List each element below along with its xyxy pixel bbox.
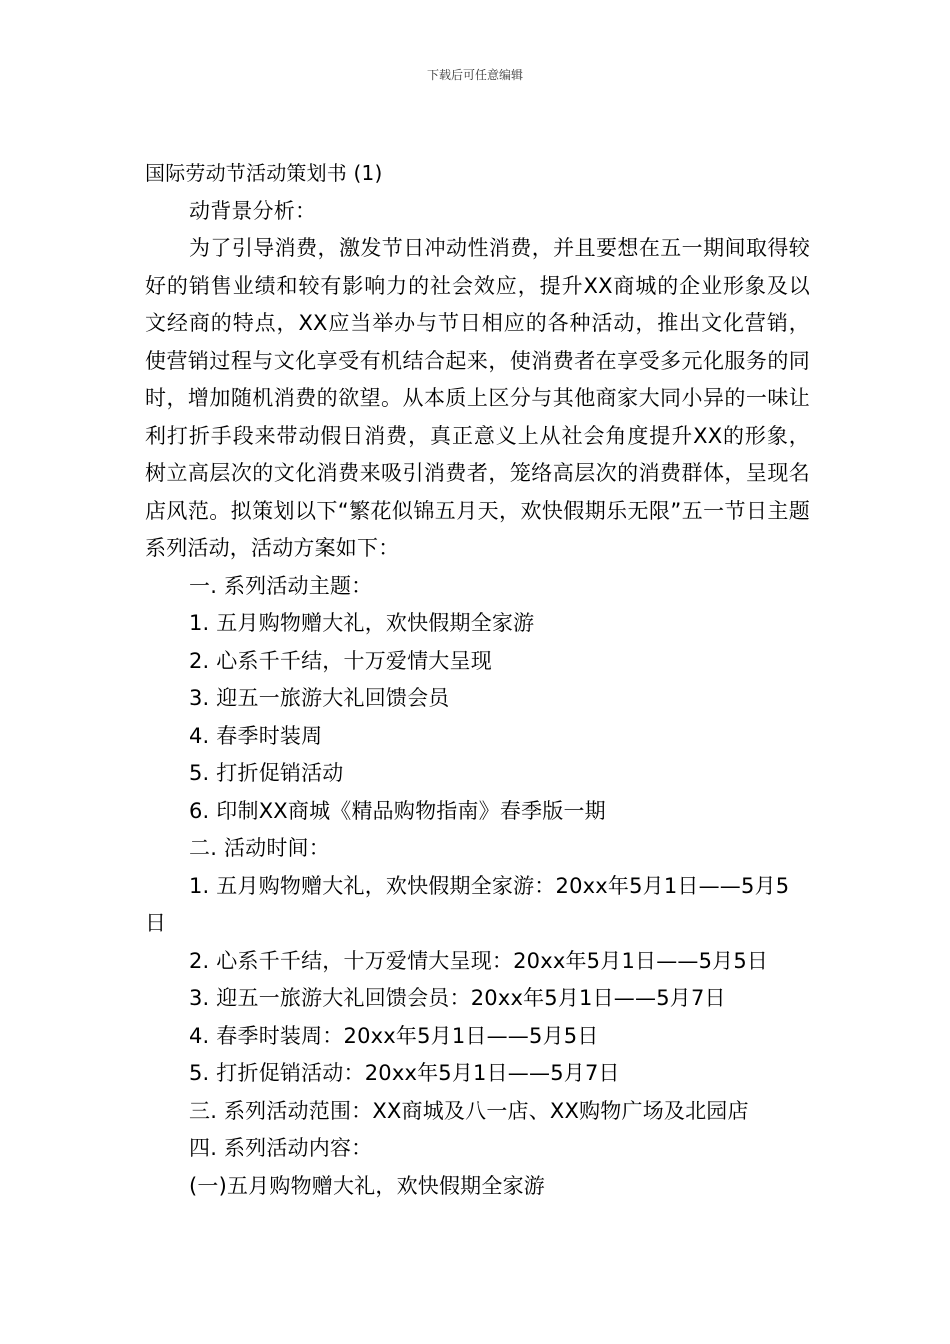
paragraph-background-text: 为了引导消费，激发节日冲动性消费，并且要想在五一期间取得较好的销售业绩和较有影响力的社会效应，提升XX商城的企业形象及以文经商的特点，XX应当举办与节日相应的各种活动，推出文化营销，使营销过程与文化享受有机结合起来，使消费者在享受多元化服务的同时，增加随机消费的欲望。从本质上区分与其他商家大同小异的一味让利打折手段来带动假日消费，真正意义上从社会角度提升XX的形象，树立高层次的文化消费来吸引消费者，笼络高层次的消费群体，呈现名店风范。拟策划以下“繁花似锦五月天，欢快假期乐无限”五一节日主题系列活动，活动方案如下： <box>145 236 810 560</box>
list-item: 5. 打折促销活动 <box>189 761 344 785</box>
document-body <box>145 155 810 1205</box>
list-item: 3. 迎五一旅游大礼回馈会员 <box>189 686 450 710</box>
list-item: 3. 迎五一旅游大礼回馈会员：20xx年5月1日——5月7日 <box>189 986 726 1010</box>
list-item: 1. 五月购物赠大礼，欢快假期全家游 <box>189 611 535 635</box>
list-item: 4. 春季时装周：20xx年5月1日——5月5日 <box>189 1023 599 1048</box>
section-heading-scope: 三. 系列活动范围：XX商城及八一店、XX购物广场及北园店 <box>189 1098 749 1123</box>
list-item: 4. 春季时装周 <box>189 723 323 748</box>
subsection-heading: (一)五月购物赠大礼，欢快假期全家游 <box>189 1173 545 1198</box>
list-item: 1. 五月购物赠大礼，欢快假期全家游：20xx年5月1日——5月5日 <box>145 873 790 935</box>
section-heading-time: 二. 活动时间： <box>189 836 330 860</box>
list-item: 2. 心系千千结，十万爱情大呈现：20xx年5月1日——5月5日 <box>189 948 769 973</box>
list-item: 2. 心系千千结，十万爱情大呈现 <box>189 648 492 673</box>
section-heading-content: 四. 系列活动内容： <box>189 1136 373 1160</box>
list-item: 5. 打折促销活动：20xx年5月1日——5月7日 <box>189 1061 620 1085</box>
document-title: 国际劳动节活动策划书 (1) <box>145 161 383 185</box>
header-note: 下载后可任意编辑 <box>426 68 523 82</box>
paragraph-background-heading: 动背景分析： <box>189 198 317 223</box>
section-heading-themes: 一. 系列活动主题： <box>189 573 373 598</box>
list-item: 6. 印制XX商城《精品购物指南》春季版一期 <box>189 798 606 823</box>
